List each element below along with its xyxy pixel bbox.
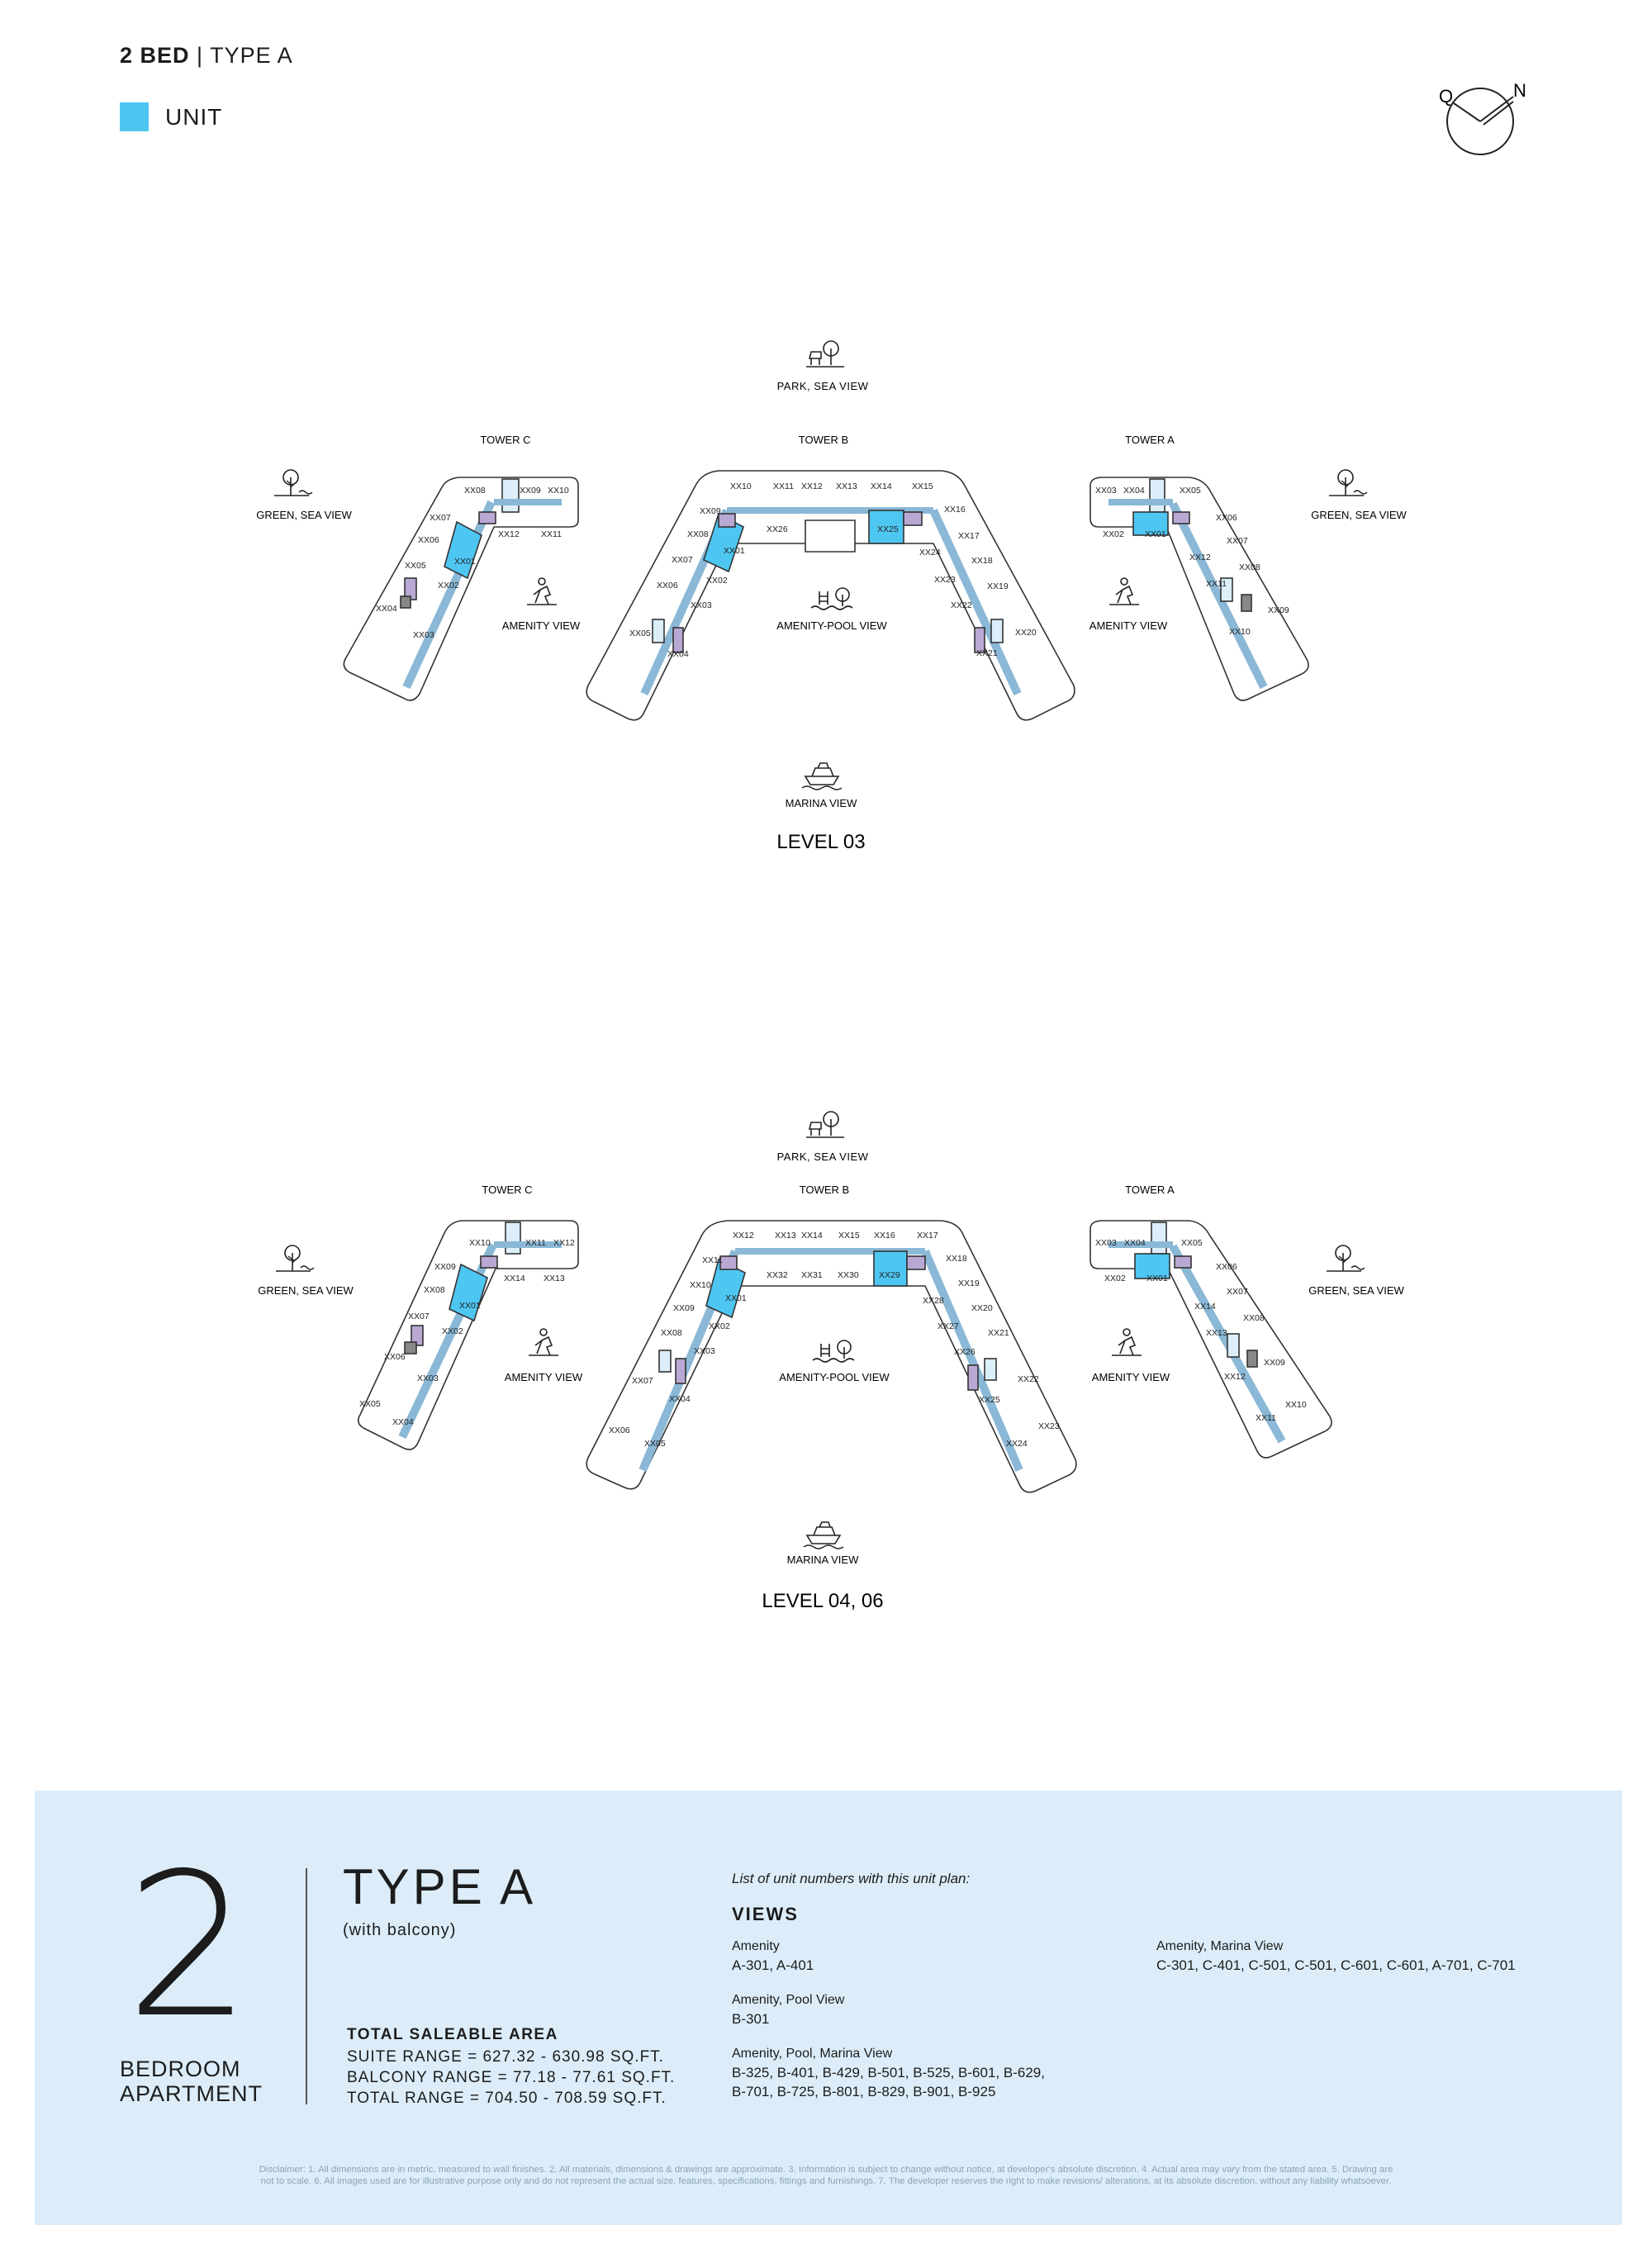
legend — [120, 102, 222, 131]
amenity-left-label: AMENITY VIEW — [504, 1371, 583, 1383]
floor-plan-level-03 — [0, 330, 1652, 875]
svg-text:XX03: XX03 — [1095, 486, 1117, 496]
disclaimer — [99, 2164, 1553, 2187]
view-left-label: GREEN, SEA VIEW — [256, 509, 352, 521]
svg-text:XX09: XX09 — [520, 486, 541, 496]
view-bottom-label: MARINA VIEW — [785, 797, 857, 809]
bed-count: 2 BED — [120, 43, 190, 68]
view-group-units: B-301 — [732, 2011, 770, 2027]
svg-text:XX25: XX25 — [877, 524, 899, 534]
svg-text:XX10: XX10 — [1229, 627, 1251, 637]
tower-b-plan — [586, 1221, 1076, 1492]
svg-text:XX24: XX24 — [1006, 1439, 1028, 1449]
svg-text:XX05: XX05 — [1181, 1238, 1203, 1248]
view-right-label: GREEN, SEA VIEW — [1308, 1284, 1404, 1297]
pool-icon — [813, 1340, 854, 1362]
svg-text:XX11: XX11 — [525, 1238, 546, 1248]
svg-text:XX03: XX03 — [694, 1346, 715, 1356]
svg-text:XX01: XX01 — [1145, 529, 1166, 539]
tower-b-label: TOWER B — [799, 1184, 850, 1196]
area-heading: TOTAL SALEABLE AREA — [347, 2026, 558, 2043]
svg-text:XX12: XX12 — [801, 482, 823, 491]
pool-view-label: AMENITY-POOL VIEW — [776, 619, 887, 632]
svg-text:XX10: XX10 — [730, 482, 752, 491]
disclaimer-line-2: not to scale. 6. All images used are for illustrative purpose only and do not represent the actual size, features, specifications, fittings and furnishings. 7. The developer reserves the right to make revisions/ alterations, at its absolute discretion, without any liability whatsoever. — [260, 2176, 1392, 2186]
svg-text:XX13: XX13 — [775, 1231, 796, 1241]
svg-text:XX08: XX08 — [1243, 1313, 1265, 1323]
svg-text:XX19: XX19 — [958, 1279, 980, 1288]
area-ranges — [347, 2047, 675, 2109]
svg-text:XX11: XX11 — [1256, 1413, 1276, 1423]
svg-text:XX04: XX04 — [392, 1417, 414, 1427]
svg-text:XX02: XX02 — [442, 1326, 463, 1336]
svg-text:XX19: XX19 — [987, 581, 1009, 591]
views-heading: VIEWS — [732, 1904, 799, 1924]
svg-text:XX20: XX20 — [971, 1303, 993, 1313]
amenity-right-label: AMENITY VIEW — [1091, 1371, 1170, 1383]
svg-text:XX09: XX09 — [1268, 605, 1289, 615]
bedroom-count: 2 — [126, 1830, 252, 2061]
svg-text:XX27: XX27 — [938, 1321, 959, 1331]
view-group-units: C-301, C-401, C-501, C-501, C-601, C-601, A-701, C-701 — [1156, 1957, 1516, 1973]
svg-text:XX15: XX15 — [912, 482, 933, 491]
park-icon — [806, 1112, 844, 1137]
type-subtitle: (with balcony) — [343, 1921, 457, 1939]
pool-icon — [811, 588, 852, 610]
svg-text:XX07: XX07 — [430, 513, 451, 523]
svg-text:XX12: XX12 — [553, 1238, 575, 1248]
svg-text:XX30: XX30 — [838, 1270, 859, 1280]
svg-text:XX26: XX26 — [954, 1347, 976, 1357]
svg-text:XX05: XX05 — [1180, 486, 1201, 496]
view-group-title: Amenity, Pool, Marina View — [732, 2047, 893, 2061]
svg-text:XX03: XX03 — [413, 630, 434, 640]
svg-text:XX07: XX07 — [408, 1312, 430, 1321]
svg-text:XX13: XX13 — [836, 482, 857, 491]
svg-text:XX15: XX15 — [838, 1231, 860, 1241]
view-group — [732, 1990, 844, 2028]
svg-text:XX23: XX23 — [1038, 1421, 1060, 1431]
suite-range: SUITE RANGE = 627.32 - 630.98 SQ.FT. — [347, 2048, 664, 2066]
amenity-icon — [1112, 1329, 1142, 1355]
tower-b-label: TOWER B — [798, 434, 849, 446]
svg-text:XX10: XX10 — [469, 1238, 491, 1248]
tower-c-label: TOWER C — [480, 434, 531, 446]
svg-text:XX11: XX11 — [773, 482, 794, 491]
svg-text:XX26: XX26 — [767, 524, 788, 534]
svg-text:XX02: XX02 — [1104, 1274, 1126, 1283]
svg-text:XX12: XX12 — [733, 1231, 754, 1241]
bedroom-line-1: BEDROOM — [120, 2057, 241, 2081]
svg-text:XX06: XX06 — [657, 581, 678, 591]
svg-text:XX14: XX14 — [504, 1274, 525, 1283]
svg-text:XX09: XX09 — [1264, 1358, 1285, 1368]
tree-icon — [1327, 1245, 1365, 1271]
unit-type: TYPE A — [210, 43, 293, 68]
tower-a-label: TOWER A — [1125, 1184, 1175, 1196]
svg-text:XX05: XX05 — [405, 561, 426, 571]
svg-text:XX04: XX04 — [1123, 486, 1145, 496]
unit-swatch — [120, 102, 149, 131]
svg-text:XX28: XX28 — [923, 1296, 944, 1306]
svg-text:XX11: XX11 — [702, 1255, 723, 1265]
view-bottom-label: MARINA VIEW — [786, 1554, 859, 1566]
svg-text:XX17: XX17 — [917, 1231, 938, 1241]
view-group-units: B-325, B-401, B-429, B-501, B-525, B-601, B-629, — [732, 2065, 1045, 2080]
tree-icon — [274, 470, 312, 496]
svg-text:XX11: XX11 — [541, 529, 562, 539]
svg-text:XX05: XX05 — [644, 1439, 666, 1449]
total-range: TOTAL RANGE = 704.50 - 708.59 SQ.FT. — [347, 2090, 667, 2107]
svg-text:XX09: XX09 — [434, 1262, 456, 1272]
svg-text:XX20: XX20 — [1015, 628, 1037, 638]
compass-n: N — [1513, 80, 1526, 101]
svg-text:XX22: XX22 — [951, 600, 972, 610]
svg-text:XX17: XX17 — [958, 531, 980, 541]
svg-text:XX06: XX06 — [1216, 1262, 1237, 1272]
svg-text:XX12: XX12 — [1224, 1372, 1246, 1382]
svg-text:XX06: XX06 — [1216, 513, 1237, 523]
tower-b-plan — [586, 471, 1075, 720]
svg-text:XX01: XX01 — [454, 557, 476, 567]
compass-icon — [1421, 78, 1536, 161]
svg-text:XX11: XX11 — [1206, 579, 1227, 589]
svg-text:XX10: XX10 — [548, 486, 569, 496]
svg-text:XX18: XX18 — [971, 556, 993, 566]
view-group-title: Amenity, Marina View — [1156, 1939, 1284, 1953]
svg-text:XX16: XX16 — [944, 505, 966, 515]
svg-text:XX07: XX07 — [1227, 536, 1248, 546]
level-title: LEVEL 04, 06 — [762, 1590, 884, 1612]
view-group — [732, 2044, 1045, 2101]
svg-text:XX13: XX13 — [544, 1274, 565, 1283]
svg-text:XX01: XX01 — [725, 1293, 747, 1303]
view-group-units: B-701, B-725, B-801, B-829, B-901, B-925 — [732, 2084, 996, 2099]
svg-text:XX01: XX01 — [724, 546, 745, 556]
view-group — [1156, 1937, 1516, 1975]
tower-c-label: TOWER C — [482, 1184, 533, 1196]
amenity-icon — [1109, 578, 1139, 605]
legend-label: UNIT — [165, 103, 223, 130]
svg-text:XX02: XX02 — [709, 1321, 730, 1331]
boat-icon — [802, 763, 842, 790]
svg-text:XX04: XX04 — [669, 1394, 691, 1404]
svg-text:XX04: XX04 — [376, 604, 397, 614]
svg-text:XX06: XX06 — [418, 535, 439, 545]
svg-text:XX01: XX01 — [459, 1301, 481, 1311]
svg-text:XX16: XX16 — [874, 1231, 895, 1241]
svg-text:XX01: XX01 — [1146, 1274, 1168, 1283]
view-left-label: GREEN, SEA VIEW — [258, 1284, 354, 1297]
compass-q: Q — [1439, 86, 1454, 107]
amenity-left-label: AMENITY VIEW — [501, 619, 581, 632]
svg-text:XX04: XX04 — [1124, 1238, 1146, 1248]
disclaimer-line-1: Disclaimer: 1. All dimensions are in metric, measured to wall finishes. 2. All materials, dimensions & drawings are approximate. 3. Information is subject to change without notice, at developer's absolute discretion. 4. Actual area may vary from the stated area. 5. Drawing are — [259, 2165, 1393, 2175]
svg-text:XX12: XX12 — [1189, 553, 1211, 562]
amenity-icon — [529, 1329, 558, 1355]
boat-icon — [804, 1522, 843, 1549]
svg-text:XX08: XX08 — [687, 529, 709, 539]
svg-text:XX14: XX14 — [801, 1231, 823, 1241]
svg-text:XX09: XX09 — [700, 506, 721, 516]
svg-text:XX21: XX21 — [976, 648, 998, 658]
svg-text:XX03: XX03 — [1095, 1238, 1117, 1248]
view-group-title: Amenity, Pool View — [732, 1993, 845, 2007]
view-top-label: PARK, SEA VIEW — [776, 1150, 869, 1163]
svg-text:XX08: XX08 — [424, 1285, 445, 1295]
view-top-label: PARK, SEA VIEW — [776, 380, 869, 392]
svg-text:XX08: XX08 — [1239, 562, 1260, 572]
svg-text:XX05: XX05 — [629, 629, 651, 638]
pool-view-label: AMENITY-POOL VIEW — [779, 1371, 890, 1383]
svg-text:XX03: XX03 — [417, 1373, 439, 1383]
view-group-units: A-301, A-401 — [732, 1957, 814, 1973]
svg-text:XX09: XX09 — [673, 1303, 695, 1313]
tree-icon — [276, 1245, 314, 1271]
svg-text:XX07: XX07 — [1227, 1287, 1248, 1297]
bedroom-line-2: APARTMENT — [120, 2081, 263, 2106]
svg-text:XX07: XX07 — [632, 1376, 653, 1386]
svg-text:XX08: XX08 — [661, 1328, 682, 1338]
svg-text:XX02: XX02 — [706, 576, 728, 586]
amenity-right-label: AMENITY VIEW — [1089, 619, 1168, 632]
balcony-range: BALCONY RANGE = 77.18 - 77.61 SQ.FT. — [347, 2069, 676, 2086]
svg-text:XX06: XX06 — [384, 1352, 406, 1362]
svg-text:XX24: XX24 — [919, 548, 941, 557]
view-group-title: Amenity — [732, 1939, 780, 1953]
svg-text:XX14: XX14 — [1194, 1302, 1216, 1312]
svg-text:XX06: XX06 — [609, 1426, 630, 1435]
view-right-label: GREEN, SEA VIEW — [1311, 509, 1407, 521]
svg-text:XX12: XX12 — [498, 529, 520, 539]
svg-text:XX22: XX22 — [1018, 1374, 1039, 1384]
bedroom-label — [120, 2057, 263, 2106]
svg-text:XX13: XX13 — [1206, 1328, 1227, 1338]
svg-text:XX10: XX10 — [1285, 1400, 1307, 1410]
svg-text:XX25: XX25 — [979, 1395, 1000, 1405]
svg-text:XX29: XX29 — [879, 1270, 900, 1280]
svg-text:XX08: XX08 — [464, 486, 486, 496]
amenity-icon — [527, 578, 557, 605]
level-title: LEVEL 03 — [776, 831, 866, 853]
svg-text:XX10: XX10 — [690, 1280, 711, 1290]
svg-text:XX05: XX05 — [359, 1399, 381, 1409]
svg-text:XX04: XX04 — [667, 649, 689, 659]
floor-plan-level-04-06 — [0, 1103, 1652, 1623]
svg-text:XX31: XX31 — [801, 1270, 823, 1280]
svg-text:XX23: XX23 — [934, 575, 956, 585]
unit-list-heading: List of unit numbers with this unit plan: — [732, 1871, 971, 1886]
svg-text:XX02: XX02 — [438, 581, 459, 591]
svg-text:XX21: XX21 — [988, 1328, 1009, 1338]
park-icon — [806, 341, 844, 367]
svg-text:XX14: XX14 — [871, 482, 892, 491]
header-separator: | — [197, 43, 204, 68]
svg-text:XX02: XX02 — [1103, 529, 1124, 539]
svg-text:XX03: XX03 — [691, 600, 712, 610]
svg-text:XX32: XX32 — [767, 1270, 788, 1280]
tower-a-label: TOWER A — [1125, 434, 1175, 446]
view-group — [732, 1937, 814, 1975]
tree-icon — [1329, 470, 1367, 496]
type-title: TYPE A — [343, 1859, 537, 1914]
svg-text:XX07: XX07 — [672, 555, 693, 565]
panel-divider — [306, 1868, 307, 2104]
plan-header — [120, 43, 293, 69]
svg-text:XX18: XX18 — [946, 1254, 967, 1264]
